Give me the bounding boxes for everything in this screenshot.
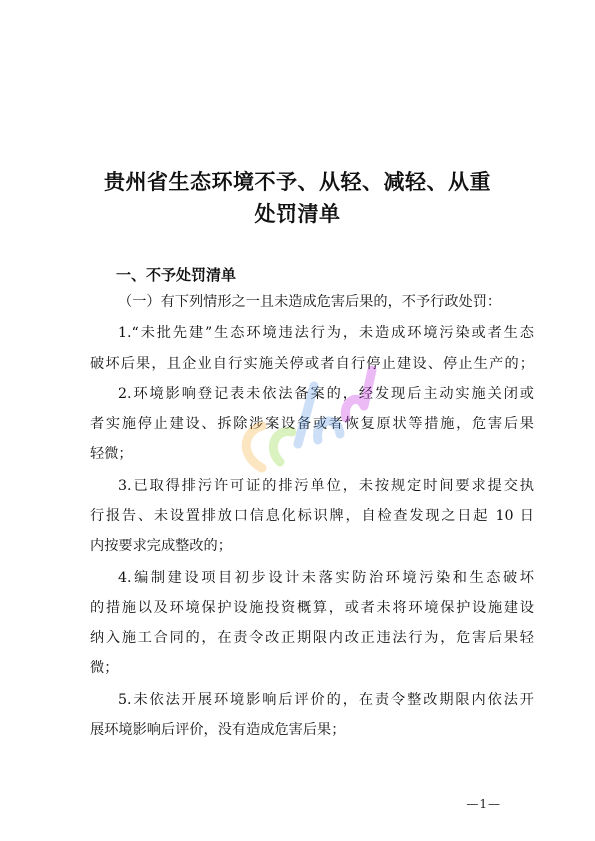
item-5-line-1: 5.未依法开展环境影响后评价的，在责令整改期限内依法开 [118,692,534,708]
item-4-line-2: 的措施以及环境保护设施投资概算，或者未将环境保护设施建设 [90,600,534,616]
item-1-line-2: 破坏后果，且企业自行实施关停或者自行停止建设、停止生产的； [90,356,534,372]
item-5-line-2: 展环境影响后评价，没有造成危害后果； [90,722,346,738]
item-1-line-1: 1.“未批先建”生态环境违法行为，未造成环境污染或者生态 [118,325,534,341]
document-title-line-2: 处罚清单 [254,202,341,226]
section-heading: 一、不予处罚清单 [116,266,237,284]
item-4-line-4: 微； [90,660,119,676]
page-number: —1— [466,797,501,811]
item-3-line-1: 3.已取得排污许可证的排污单位，未按规定时间要求提交执 [118,478,534,494]
item-2-line-1: 2.环境影响登记表未依法备案的，经发现后主动实施关闭或 [118,386,534,402]
document-title-line-1: 贵州省生态环境不予、从轻、减轻、从重 [104,170,491,194]
item-2-line-3: 轻微； [90,446,133,462]
section-subheading: （一）有下列情形之一且未造成危害后果的，不予行政处罚： [118,294,502,310]
item-4-line-1: 4.编制建设项目初步设计未落实防治环境污染和生态破坏 [118,570,534,586]
item-3-line-3: 内按要求完成整改的； [90,538,232,554]
item-3-line-2: 行报告、未设置排放口信息化标识牌，自检查发现之日起 10 日 [90,508,534,524]
item-2-line-2: 者实施停止建设、拆除涉案设备或者恢复原状等措施，危害后果 [90,416,534,432]
item-4-line-3: 纳入施工合同的，在责令改正期限内改正违法行为，危害后果轻 [90,630,534,646]
